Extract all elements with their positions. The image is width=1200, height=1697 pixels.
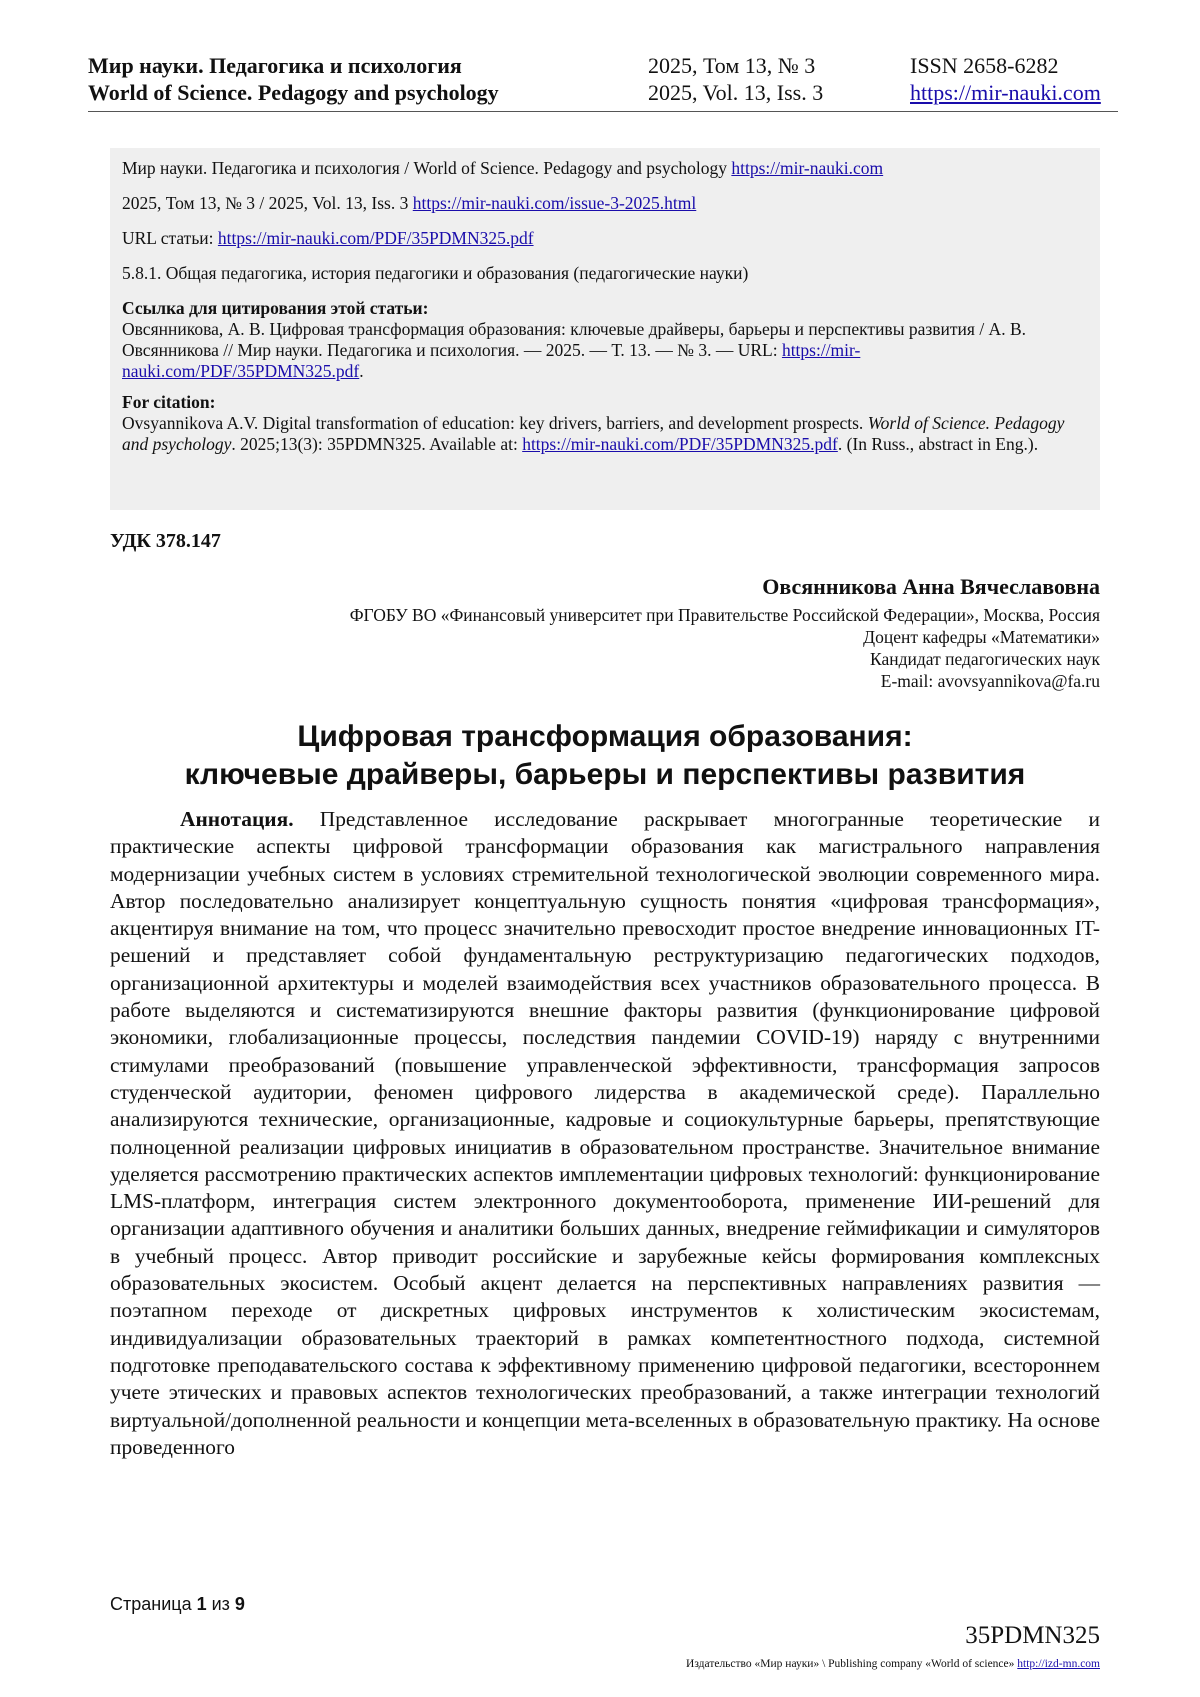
publisher-link[interactable]: http://izd-mn.com [1017, 1658, 1100, 1670]
publisher-line: Издательство «Мир науки» \ Publishing company «World of science» http://izd-mn.com [686, 1658, 1100, 1670]
cite-ru-text: Овсянникова, А. В. Цифровая трансформация образования: ключевые драйверы, барьеры и перспективы развития / А. В. Овсянникова // Мир науки. Педагогика и психология. — 2025. — Т. 13. — № 3. — URL: [122, 319, 1026, 360]
page-total: 9 [234, 1594, 245, 1614]
citation-box [110, 148, 1100, 510]
title-line-1: Цифровая трансформация образования: [297, 720, 913, 753]
header-issn: ISSN 2658-6282 [910, 53, 1059, 78]
cite-ru-block: Ссылка для цитирования этой статьи: Овсянникова, А. В. Цифровая трансформация образования: ключевые драйверы, барьеры и перспективы развития / А. В. Овсянникова // Мир науки. Педагогика и психология. — 2025. — Т. 13. — № 3. — URL: https://mir-nauki.com/PDF/35PDMN325.pdf. [122, 298, 1026, 381]
page-counter: Страница 1 из 9 [110, 1594, 245, 1614]
cite-ru-link[interactable]: https://mir-nauki.com/PDF/35PDMN325.pdf [122, 340, 861, 381]
article-id: 35PDMN325 [965, 1622, 1100, 1649]
abstract [110, 806, 1100, 1461]
udk-code: УДК 378.147 [110, 530, 221, 552]
running-header [88, 52, 1118, 108]
header-issn-block [910, 52, 1101, 106]
header-issue-en: 2025, Vol. 13, Iss. 3 [648, 80, 824, 105]
header-journal-ru: Мир науки. Педагогика и психология [88, 53, 462, 78]
author-position: Доцент кафедры «Математики» [863, 627, 1100, 647]
cite-journal-line: Мир науки. Педагогика и психология / World of Science. Pedagogy and psychology https://mir-nauki.com [122, 158, 884, 178]
author-email: E-mail: avovsyannikova@fa.ru [880, 671, 1100, 691]
cite-issue-line: 2025, Том 13, № 3 / 2025, Vol. 13, Iss. 3 https://mir-nauki.com/issue-3-2025.html [122, 193, 697, 213]
title-line-2: ключевые драйверы, барьеры и перспективы развития [184, 758, 1026, 791]
abstract-label: Аннотация. [180, 807, 294, 831]
page-current: 1 [196, 1594, 207, 1614]
abstract-text: Представленное исследование раскрывает многогранные теоретические и практические аспекты цифровой трансформации образования как магистрального направления модернизации учебных систем в условиях стремительной технологической эволюции современного мира. Автор последовательно анализирует концептуальную сущность понятия «цифровая трансформация», акцентируя внимание на том, что процесс значительно превосходит простое внедрение инновационных IT-решений и представляет собой фундаментальную реструктуризацию педагогических подходов, организационной архитектуры и моделей взаимодействия всех участников образовательного процесса. В работе выделяются и систематизируются внешние факторы развития (функционирование цифровой экономики, глобализационные процессы, последствия пандемии COVID-19) наряду с внутренними стимулами преобразований (повышение управленческой эффективности, трансформация запросов студенческой аудитории, феномен цифрового лидерства в академической среде). Параллельно анализируются технические, организационные, кадровые и социокультурные барьеры, препятствующие полноценной реализации цифровых инициатив в образовательном пространстве. Значительное внимание уделяется рассмотрению практических аспектов имплементации цифровых технологий: функционирование LMS-платформ, интеграция систем электронного документооборота, применение ИИ-решений для организации адаптивного обучения и аналитики больших данных, внедрение геймификации и симуляторов в учебный процесс. Автор приводит российские и зарубежные кейсы формирования комплексных образовательных экосистем. Особый акцент делается на перспективных направлениях развития — поэтапном переходе от дискретных цифровых инструментов к холистическим экосистемам, индивидуализации образовательных траекторий в рамках компетентностного подхода, системной подготовке преподавательского состава к эффективному применению цифровой педагогики, всестороннем учете этических и правовых аспектов технологических преобразований, а также интеграции технологий виртуальной/дополненной реальности и концепции мета-вселенных в образовательную практику. На основе проведенного [110, 807, 1100, 1459]
cite-url-line: URL статьи: https://mir-nauki.com/PDF/35PDMN325.pdf [122, 228, 534, 248]
issue-link[interactable]: https://mir-nauki.com/issue-3-2025.html [412, 193, 697, 213]
header-journal [88, 52, 499, 106]
header-divider [88, 111, 1118, 112]
cite-en-heading: For citation: [122, 392, 216, 412]
cite-en-link[interactable]: https://mir-nauki.com/PDF/35PDMN325.pdf [522, 434, 838, 454]
cite-specialty-line: 5.8.1. Общая педагогика, история педагогики и образования (педагогические науки) [122, 263, 749, 283]
cite-ru-heading: Ссылка для цитирования этой статьи: [122, 298, 429, 318]
article-pdf-link[interactable]: https://mir-nauki.com/PDF/35PDMN325.pdf [217, 228, 534, 248]
cite-en-text: Ovsyannikova A.V. Digital transformation of education: key drivers, barriers, and development prospects. [122, 413, 868, 433]
author-affiliation: ФГОБУ ВО «Финансовый университет при Правительстве Российской Федерации», Москва, Россия [349, 605, 1100, 625]
header-issue [648, 52, 823, 106]
article-title [110, 718, 1100, 794]
header-journal-en: World of Science. Pedagogy and psychology [88, 80, 499, 105]
author-degree: Кандидат педагогических наук [870, 649, 1100, 669]
cite-en-journal: World of Science. Pedagogy and psychology [122, 413, 1065, 454]
cite-en-block: For citation: Ovsyannikova A.V. Digital transformation of education: key drivers, barriers, and development prospects. World of Science. Pedagogy and psychology. 2025;13(3): 35PDMN325. Available at: https://mir-nauki.com/PDF/35PDMN325.pdf. (In Russ., abstract in Eng.). [122, 392, 1065, 454]
author-block [350, 572, 1100, 692]
header-issue-ru: 2025, Том 13, № 3 [648, 53, 816, 78]
author-name: Овсянникова Анна Вячеславовна [762, 574, 1100, 599]
journal-link[interactable]: https://mir-nauki.com [731, 158, 884, 178]
header-site-link[interactable]: https://mir-nauki.com [910, 80, 1101, 105]
